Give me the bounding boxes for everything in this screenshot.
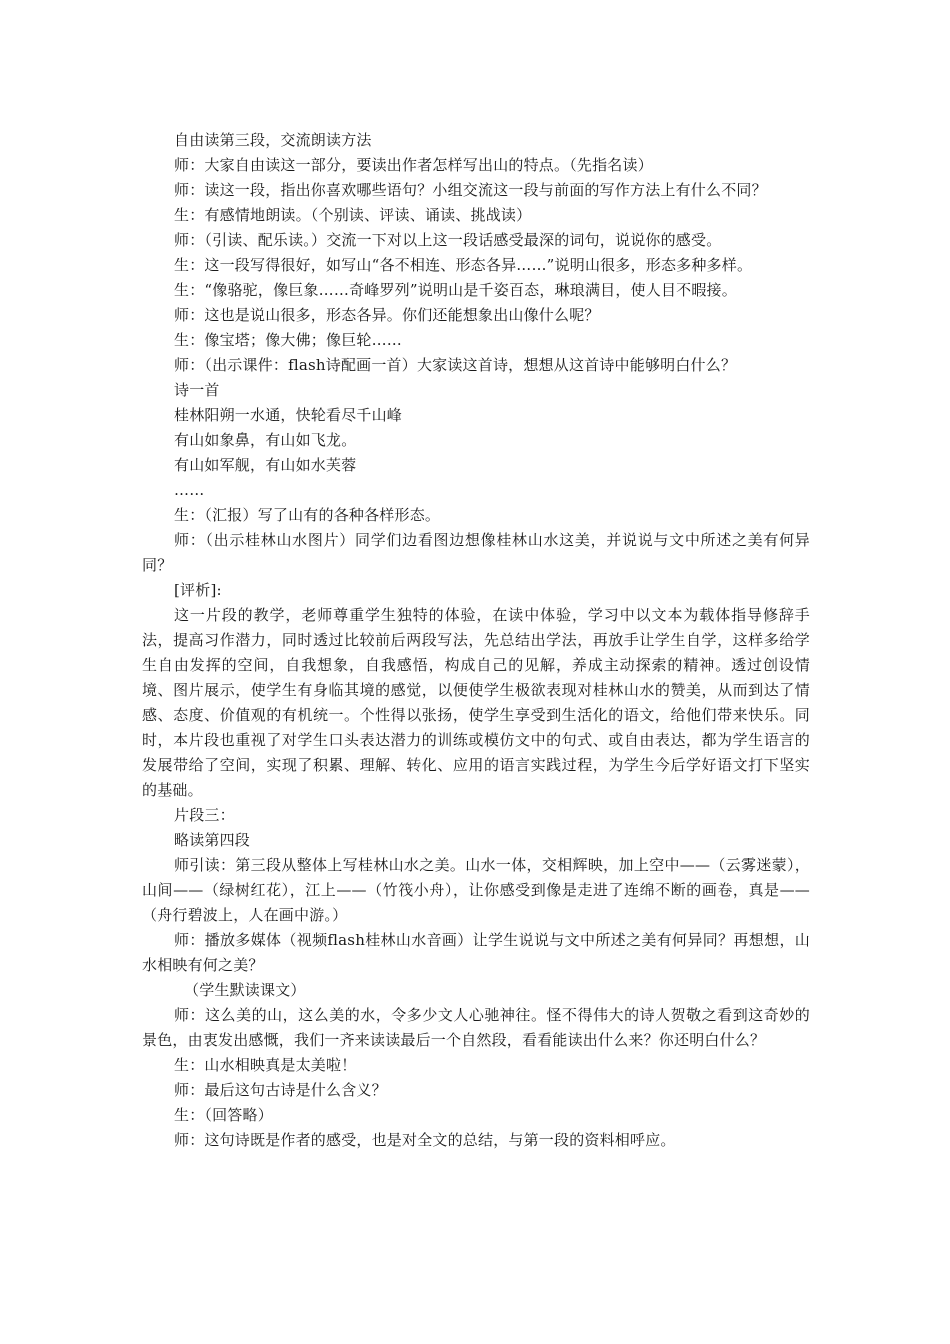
section-heading: 片段三： — [174, 806, 235, 824]
paragraph: 生：（回答略） — [174, 1106, 273, 1124]
analysis-paragraph: 这一片段的教学，老师尊重学生独特的体验，在读中体验，学习中以文本为载体指导修辞手法，提高习作潜力，同时透过比较前后两段写法，先总结出学法，再放手让学生自学，这样多给学生自由发挥的空间，自我想象，自我感悟，构成自己的见解，养成主动探索的精神。透过创设情境、图片展示，使学生有身临其境的感觉，以便使学生极欲表现对桂林山水的赞美，从而到达了情感、态度、价值观的有机统一。个性得以张扬，使学生享受到生活化的语文，给他们带来快乐。同时，本片段也重视了对学生口头表达潜力的训练或模仿文中的句式、或自由表达，都为学生语言的发展带给了空间，实现了积累、理解、转化、应用的语言实践过程，为学生今后学好语文打下坚实的基础。 — [142, 606, 810, 799]
paragraph: 生：有感情地朗读。（个别读、评读、诵读、挑战读） — [174, 206, 532, 224]
poem-line: 有山如象鼻，有山如飞龙。 — [174, 431, 357, 449]
paragraph: 师：（出示桂林山水图片）同学们边看图边想像桂林山水这美，并说说与文中所述之美有何异同？ — [142, 531, 810, 574]
paragraph: 师：大家自由读这一部分，要读出作者怎样写出山的特点。（先指名读） — [174, 156, 653, 174]
paragraph: 生：（汇报）写了山有的各种各样形态。 — [174, 506, 441, 524]
paragraph: 师：这也是说山很多，形态各异。你们还能想象出山像什么呢？ — [174, 306, 600, 324]
document-body — [142, 128, 810, 1153]
paragraph: 师：播放多媒体（视频flash桂林山水音画）让学生说说与文中所述之美有何异同？再想想，山水相映有何之美？ — [142, 931, 810, 974]
paragraph: （学生默读课文） — [184, 981, 306, 999]
paragraph: 生：“像骆驼，像巨象……奇峰罗列”说明山是千姿百态，琳琅满目，使人目不暇接。 — [174, 281, 737, 299]
paragraph: 师：（出示课件：flash诗配画一首）大家读这首诗，想想从这首诗中能够明白什么？ — [174, 356, 737, 374]
paragraph: 师：（引读、配乐读。）交流一下对以上这一段话感受最深的词句，说说你的感受。 — [174, 231, 722, 249]
paragraph: 生：这一段写得很好，如写山“各不相连、形态各异……”说明山很多，形态多种多样。 — [174, 256, 753, 274]
poem-line: 有山如军舰，有山如水芙蓉 — [174, 456, 357, 474]
paragraph: 师：这句诗既是作者的感受，也是对全文的总结，与第一段的资料相呼应。 — [174, 1131, 676, 1149]
paragraph: 生：山水相映真是太美啦！ — [174, 1056, 357, 1074]
paragraph: 自由读第三段，交流朗读方法 — [174, 131, 372, 149]
poem-ellipsis: …… — [174, 481, 205, 499]
paragraph: 师：这么美的山，这么美的水，令多少文人心驰神往。怪不得伟大的诗人贺敬之看到这奇妙的景色，由衷发出感慨，我们一齐来读读最后一个自然段，看看能读出什么来？你还明白什么？ — [142, 1006, 810, 1049]
section-label-analysis: [评析]: — [174, 581, 222, 599]
poem-line: 桂林阳朔一水通，快轮看尽千山峰 — [174, 406, 403, 424]
paragraph: 师：最后这句古诗是什么含义？ — [174, 1081, 387, 1099]
paragraph: 生：像宝塔；像大佛；像巨轮…… — [174, 331, 403, 349]
paragraph: 师：读这一段，指出你喜欢哪些语句？小组交流这一段与前面的写作方法上有什么不同？ — [174, 181, 767, 199]
subsection-heading: 略读第四段 — [174, 831, 251, 849]
poem-title: 诗一首 — [174, 381, 220, 399]
paragraph: 师引读：第三段从整体上写桂林山水之美。山水一体，交相辉映，加上空中——（云雾迷蒙），山间——（绿树红花），江上——（竹筏小舟），让你感受到像是走进了连绵不断的画卷，真是——（舟行碧波上，人在画中游。） — [142, 856, 810, 924]
